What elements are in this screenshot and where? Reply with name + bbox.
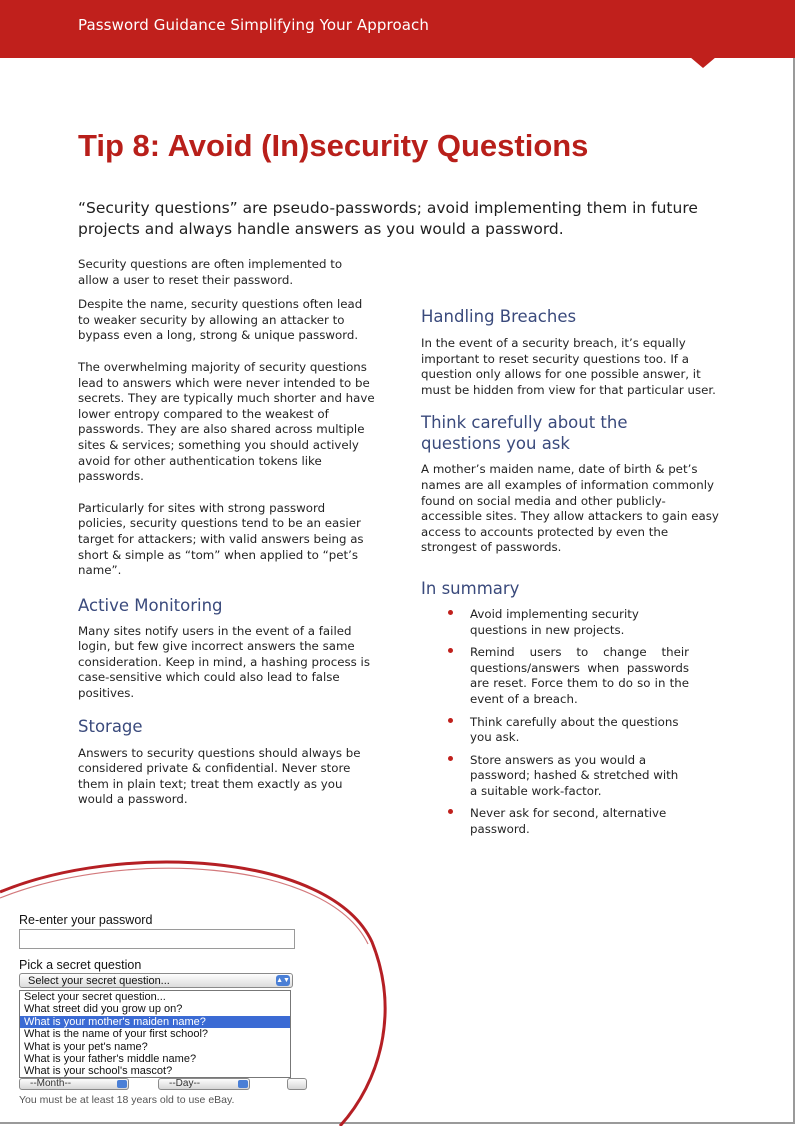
secret-question-select[interactable]: Select your secret question... ▲▼	[19, 973, 293, 988]
left-paragraph-2: Despite the name, security questions often lead to weaker security by allowing an attacker to bypass even a long, strong & unique password.	[78, 297, 363, 343]
bullet-dot-icon	[448, 809, 453, 814]
summary-item: Avoid implementing security questions in new projects.	[444, 607, 689, 638]
summary-item: Think carefully about the questions you ask.	[444, 715, 689, 746]
bullet-dot-icon	[448, 648, 453, 653]
heading-storage: Storage	[78, 716, 143, 736]
monitoring-text: Many sites notify users in the event of a failed login, but few give incorrect answers the same consideration. Keep in mind, a hashing process is case-sensitive which could also lead to false positives.	[78, 623, 370, 701]
heading-in-summary: In summary	[421, 578, 520, 598]
bullet-dot-icon	[448, 718, 453, 723]
age-requirement-note: You must be at least 18 years old to use eBay.	[19, 1094, 235, 1106]
reenter-password-label: Re-enter your password	[19, 913, 153, 927]
option-item[interactable]: What is your pet's name?	[24, 1040, 148, 1053]
right-column	[421, 306, 723, 845]
left-paragraph-1: Security questions are often implemented to allow a user to reset their password.	[78, 257, 343, 287]
day-arrow-icon	[238, 1080, 248, 1088]
think-text: A mother’s maiden name, date of birth & pet’s names are all examples of information commonly found on social media and other publicly-accessible sites. They allow attackers to gain easy access to accounts protected by even the strongest of passwords.	[421, 462, 719, 555]
option-item[interactable]: What is your school's mascot?	[24, 1065, 173, 1078]
intro-text: “Security questions” are pseudo-passwords; avoid implementing them in future projects and always handle answers as you would a password.	[78, 199, 698, 238]
summary-item: Never ask for second, alternative password.	[444, 806, 689, 837]
option-item-highlighted[interactable]: What is your mother's maiden name?	[20, 1016, 290, 1028]
left-column	[78, 257, 376, 808]
option-item[interactable]: Select your secret question...	[24, 991, 166, 1003]
summary-item: Remind users to change their questions/answers when passwords are reset. Force them to do so in the event of a breach.	[444, 645, 689, 707]
secret-question-form-illustration	[0, 852, 400, 1126]
left-paragraph-4: Particularly for sites with strong password policies, security questions tend to be an easier target for attackers; with valid answers being as short & simple as “tom” when applied to “pet’s name”.	[78, 500, 364, 578]
bullet-dot-icon	[448, 756, 453, 761]
secret-question-label: Pick a secret question	[19, 958, 142, 972]
heading-handling-breaches: Handling Breaches	[421, 307, 577, 326]
page-title: Tip 8: Avoid (In)security Questions	[78, 128, 589, 163]
header-band	[0, 0, 795, 58]
bullet-dot-icon	[448, 610, 453, 615]
summary-item: Store answers as you would a password; hashed & stretched with a suitable work-factor.	[444, 753, 689, 800]
summary-list	[444, 607, 689, 838]
header-title: Password Guidance Simplifying Your Approach	[78, 16, 429, 34]
heading-think-carefully: Think carefully about the questions you ask	[421, 413, 628, 454]
storage-text: Answers to security questions should always be considered private & confidential. Never store them in plain text; treat them exactly as you would a password.	[78, 745, 361, 807]
heading-active-monitoring: Active Monitoring	[78, 595, 223, 615]
option-item[interactable]: What street did you grow up on?	[24, 1003, 183, 1016]
month-arrow-icon	[117, 1080, 127, 1088]
option-item[interactable]: What is the name of your first school?	[24, 1028, 209, 1041]
header-notch	[690, 57, 716, 68]
option-item[interactable]: What is your father's middle name?	[24, 1052, 197, 1065]
breaches-text: In the event of a security breach, it’s equally important to reset security questions too. If a question only allows for one possible answer, it must be hidden from view for that particular user.	[421, 336, 716, 397]
left-paragraph-3: The overwhelming majority of security questions lead to answers which were never intended to be secrets. They are typically much shorter and have lower entropy compared to the weakest of passwords. They are also shared across multiple sites & services; something you should actively avoid for other authentication tokens like passwords.	[78, 359, 375, 484]
reenter-password-input[interactable]	[19, 929, 295, 949]
day-select[interactable]: --Day--	[158, 1078, 250, 1090]
secret-question-options[interactable]	[19, 990, 291, 1078]
month-select[interactable]: --Month--	[19, 1078, 129, 1090]
select-arrows-icon: ▲▼	[276, 977, 290, 984]
year-select-partial[interactable]	[287, 1078, 307, 1090]
